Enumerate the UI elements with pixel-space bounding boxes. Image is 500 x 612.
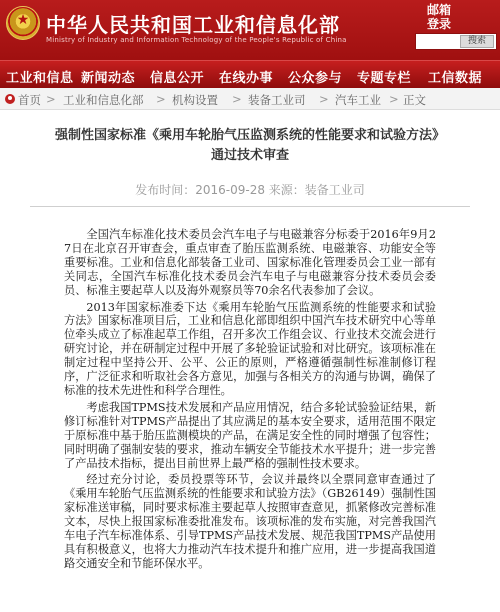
article-paragraph: 2013年国家标准委下达《乘用车轮胎气压监测系统的性能要求和试验方法》国家标准项目后，工业和信息化部即组织中国汽车技术研究中心等单位牵头成立了标准起草工作组，召开多次工作组会议、行业技术交流会进行研究讨论，并在研制定过程中开展了多轮验证试验和对比研究。该项标准在制定过程中坚持公开、公平、公正的原则，严格遵循强制性标准制修订程序，广泛征求和听取社会各方意见，加强与各相关方的沟通与协调，确保了标准的技术先进性和科学合理性。 — [64, 300, 436, 397]
breadcrumb-separator: > — [232, 92, 242, 106]
breadcrumb-separator: > — [389, 92, 399, 106]
nav-item-special-topics[interactable]: 专题专栏 — [357, 71, 412, 86]
national-emblem-icon[interactable] — [6, 6, 40, 40]
nav-item-news[interactable]: 新闻动态 — [81, 71, 136, 86]
site-header — [0, 0, 500, 60]
breadcrumb-auto-industry[interactable]: 汽车工业 — [335, 93, 381, 107]
breadcrumb-separator: > — [156, 92, 166, 106]
breadcrumb-separator: > — [319, 92, 329, 106]
article-body — [64, 228, 436, 574]
breadcrumb-current: 正文 — [403, 93, 426, 107]
breadcrumb-home[interactable]: 首页 — [18, 93, 41, 107]
top-links — [427, 3, 451, 31]
article-paragraph: 全国汽车标准化技术委员会汽车电子与电磁兼容分标委于2016年9月27日在北京召开审查会，重点审查了胎压监测系统、电磁兼容、功能安全等重要标准。工业和信息化部装备工业司、国家标准化管理委员会工业一部有关同志，全国汽车标准化技术委员会汽车电子与电磁兼容分技术委员会委员、标准主要起草人以及海外观察员等70余名代表参加了会议。 — [64, 228, 436, 297]
nav-item-public-participation[interactable]: 公众参与 — [288, 71, 343, 86]
mailbox-link[interactable]: 邮箱 — [427, 3, 452, 17]
main-nav — [0, 60, 500, 88]
article-title-line-2: 通过技术审查 — [210, 148, 289, 163]
article-title-line-1: 强制性国家标准《乘用车轮胎气压监测系统的性能要求和试验方法》 — [54, 128, 445, 143]
breadcrumb-org-structure[interactable]: 机构设置 — [172, 93, 218, 107]
article-meta: 发布时间：2016-09-28 来源：装备工业司 — [135, 183, 365, 197]
home-icon — [5, 94, 15, 104]
nav-item-data[interactable]: 工信数据 — [428, 71, 483, 86]
breadcrumb-equipment-dept[interactable]: 装备工业司 — [248, 93, 306, 107]
article-paragraph: 考虑我国TPMS技术发展和产品应用情况，结合多轮试验验证结果，新修订标准针对TPMS产品提出了其应满足的基本安全要求，适用范围不限定于原标准中基于胎压监测模块的产品，在满足安全性的同时增强了包容性；同时明确了强制安装的要求，推动车辆安全节能技术水平提升；进一步完善了产品技术指标，提出目前世界上最严格的强制性技术要求。 — [64, 400, 436, 470]
nav-item-info-disclosure[interactable]: 信息公开 — [150, 71, 205, 86]
breadcrumb — [0, 88, 500, 110]
breadcrumb-separator: > — [46, 92, 56, 106]
search-button[interactable]: 搜索 — [460, 35, 494, 48]
site-title[interactable]: 中华人民共和国工业和信息化部 — [46, 13, 340, 37]
divider — [30, 206, 470, 207]
nav-item-industry-info[interactable]: 工业和信息 — [6, 71, 74, 86]
article-paragraph: 经过充分讨论，委员投票等环节，会议并最终以全票同意审查通过了《乘用车轮胎气压监测系统的性能要求和试验方法》（GB26149）强制性国家标准送审稿，同时要求标准主要起草人按照审查意见，抓紧修改完善标准文本，尽快上报国家标准委批准发布。该项标准的发布实施，对完善我国汽车电子汽车标准体系、引导TPMS产品技术发展、规范我国TPMS产品使用具有积极意义，也将大力推动汽车技术提升和推广应用，进一步提高我国道路交通安全和节能环保水平。 — [64, 473, 436, 570]
breadcrumb-ministry[interactable]: 工业和信息化部 — [63, 93, 144, 107]
site-subtitle: Ministry of Industry and Information Technology of the People's Republic of China — [46, 36, 347, 44]
article-title — [20, 126, 480, 166]
nav-item-online-services[interactable]: 在线办事 — [219, 71, 274, 86]
login-link[interactable]: 登录 — [427, 17, 452, 31]
